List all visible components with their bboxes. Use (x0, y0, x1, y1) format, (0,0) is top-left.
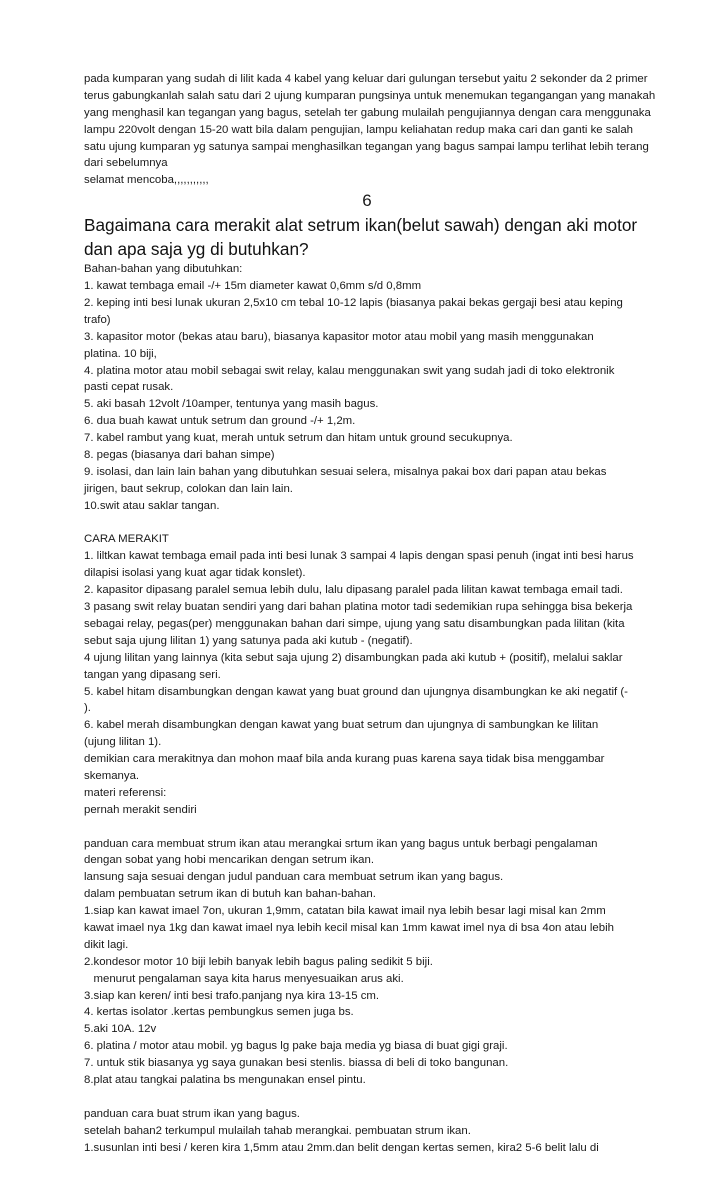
text-line: 1.susunlan inti besi / keren kira 1,5mm atau 2mm.dan belit dengan kertas semen, kira2 5-6 belit lalu di (84, 1141, 599, 1154)
text-line: 10.swit atau saklar tangan. (84, 499, 220, 512)
blank-line (84, 515, 664, 532)
heading-line: Bagaimana cara merakit alat setrum ikan(belut sawah) dengan aki motor (84, 215, 638, 236)
text-line: 4. kertas isolator .kertas pembungkus semen juga bs. (84, 1006, 354, 1019)
text-line: menurut pengalaman saya kita harus menyesuaikan arus aki. (84, 972, 404, 985)
text-line: kawat imael nya 1kg dan kawat imael nya lebih kecil misal kan 1mm kawat imel nya di bsa 4on atau lebih (84, 921, 614, 934)
text-line: satu ujung kumparan yg satunya sampai menghasilkan tegangan yang bagus sampai lampu terlihat lebih terang (84, 140, 649, 153)
section-heading (84, 213, 664, 261)
text-line: 5.aki 10A. 12v (84, 1023, 157, 1036)
assembly-section (84, 531, 664, 818)
text-line: 5. aki basah 12volt /10amper, tentunya yang masih bagus. (84, 398, 379, 411)
text-line: 7. untuk stik biasanya yg saya gunakan besi stenlis. biassa di beli di toko bangunan. (84, 1057, 509, 1070)
text-line: 5. kabel hitam disambungkan dengan kawat yang buat ground dan ujungnya disambungkan ke aki negatif (- (84, 685, 628, 698)
text-line: pada kumparan yang sudah di lilit kada 4 kabel yang keluar dari gulungan tersebut yaitu 2 sekonder da 2 primer (84, 73, 648, 85)
text-line: 3. kapasitor motor (bekas atau baru), biasanya kapasitor motor atau mobil yang masih menggunakan (84, 330, 594, 343)
text-line: 4 ujung lilitan yang lainnya (kita sebut saja ujung 2) disambungkan pada aki kutub + (positif), melalui saklar (84, 651, 623, 664)
text-line: Bahan-bahan yang dibutuhkan: (84, 263, 243, 276)
text-line: platina. 10 biji, (84, 347, 157, 360)
text-line: sebagai relay, pegas(per) menggunakan bahan dari simpe, ujung yang satu disambungkan pada lilitan (kita (84, 617, 625, 630)
text-line: yang menghasil kan tegangan yang bagus, setelah ter gabung mulailah pengujiannya dengan cara menggunaka (84, 106, 651, 119)
text-line: terus gabungkanlah salah satu dari 2 ujung kumparan pungsinya untuk menemukan tegangangan yang manakah (84, 89, 656, 102)
text-line: 3 pasang swit relay buatan sendiri yang dari bahan platina motor tadi sedemikian rupa sehingga bisa bekerja (84, 601, 633, 614)
text-line: selamat mencoba,,,,,,,,,,, (84, 174, 209, 187)
text-line: 1. kawat tembaga email -/+ 15m diameter kawat 0,6mm s/d 0,8mm (84, 280, 422, 293)
text-line: 6. platina / motor atau mobil. yg bagus lg pake baja media yg biasa di buat gigi graji. (84, 1040, 508, 1053)
text-line: 2.kondesor motor 10 biji lebih banyak lebih bagus paling sedikit 5 biji. (84, 955, 433, 968)
text-line: tangan yang dipasang seri. (84, 668, 221, 681)
text-line: 8. pegas (biasanya dari bahan simpe) (84, 449, 275, 462)
text-line: 1. liltkan kawat tembaga email pada inti besi lunak 3 sampai 4 lapis dengan spasi penuh (ingat inti besi harus (84, 550, 634, 563)
text-line: dilapisi isolasi yang kuat agar tidak konslet). (84, 567, 306, 580)
guide-section (84, 836, 664, 1089)
text-line: lansung saja sesuai dengan judul panduan cara membuat setrum ikan yang bagus. (84, 871, 504, 884)
text-line: pernah merakit sendiri (84, 803, 197, 816)
heading-line: dan apa saja yg di butuhkan? (84, 239, 309, 260)
text-line: pasti cepat rusak. (84, 381, 174, 394)
page-number: 6 (362, 191, 372, 211)
text-line: trafo) (84, 313, 111, 326)
text-line: panduan cara buat strum ikan yang bagus. (84, 1107, 300, 1120)
text-line: dengan sobat yang hobi mencarikan dengan setrum ikan. (84, 854, 375, 867)
document-page (84, 71, 664, 1156)
text-line: 3.siap kan keren/ inti besi trafo.panjang nya kira 13-15 cm. (84, 989, 380, 1002)
text-line: 6. dua buah kawat untuk setrum dan ground -/+ 1,2m. (84, 415, 356, 428)
text-line: dikit lagi. (84, 938, 129, 951)
text-line: (ujung lilitan 1). (84, 736, 162, 749)
blank-line (84, 1089, 664, 1106)
final-section (84, 1106, 664, 1157)
text-line: 6. kabel merah disambungkan dengan kawat yang buat setrum dan ujungnya di sambungkan ke lilitan (84, 719, 599, 732)
text-line: CARA MERAKIT (84, 533, 169, 546)
text-line: 2. kapasitor dipasang paralel semua lebih dulu, lalu dipasang paralel pada lilitan kawat tembaga email tadi. (84, 584, 623, 597)
blank-line (84, 819, 664, 836)
text-line: setelah bahan2 terkumpul mulailah tahab merangkai. pembuatan strum ikan. (84, 1124, 471, 1137)
text-line: dalam pembuatan setrum ikan di butuh kan bahan-bahan. (84, 888, 376, 901)
intro-paragraph (84, 71, 664, 189)
text-line: lampu 220volt dengan 15-20 watt bila dalam pengujian, lampu keliahatan redup maka cari dan ganti ke salah (84, 123, 634, 136)
text-line: jirigen, baut sekrup, colokan dan lain lain. (84, 482, 293, 495)
text-line: 4. platina motor atau mobil sebagai swit relay, kalau menggunakan swit yang sudah jadi di toko elektronik (84, 364, 615, 377)
text-line: 1.siap kan kawat imael 7on, ukuran 1,9mm, catatan bila kawat imail nya lebih besar lagi misal kan 2mm (84, 905, 606, 918)
text-line: materi referensi: (84, 786, 167, 799)
text-line: demikian cara merakitnya dan mohon maaf bila anda kurang puas karena saya tidak bisa menggambar (84, 753, 605, 766)
text-line: 9. isolasi, dan lain lain bahan yang dibutuhkan sesuai selera, misalnya pakai box dari papan atau bekas (84, 465, 607, 478)
text-line: 2. keping inti besi lunak ukuran 2,5x10 cm tebal 10-12 lapis (biasanya pakai bekas gergaji besi atau keping (84, 297, 623, 310)
text-line: 7. kabel rambut yang kuat, merah untuk setrum dan hitam untuk ground secukupnya. (84, 432, 513, 445)
text-line: ). (84, 702, 91, 715)
materials-list (84, 261, 664, 514)
text-line: panduan cara membuat strum ikan atau merangkai srtum ikan yang bagus untuk berbagi pengalaman (84, 837, 598, 850)
text-line: 8.plat atau tangkai palatina bs mengunakan ensel pintu. (84, 1073, 366, 1086)
text-line: skemanya. (84, 769, 140, 782)
text-line: sebut saja ujung lilitan 1) yang satunya pada aki kutub - (negatif). (84, 634, 413, 647)
text-line: dari sebelumnya (84, 157, 168, 170)
